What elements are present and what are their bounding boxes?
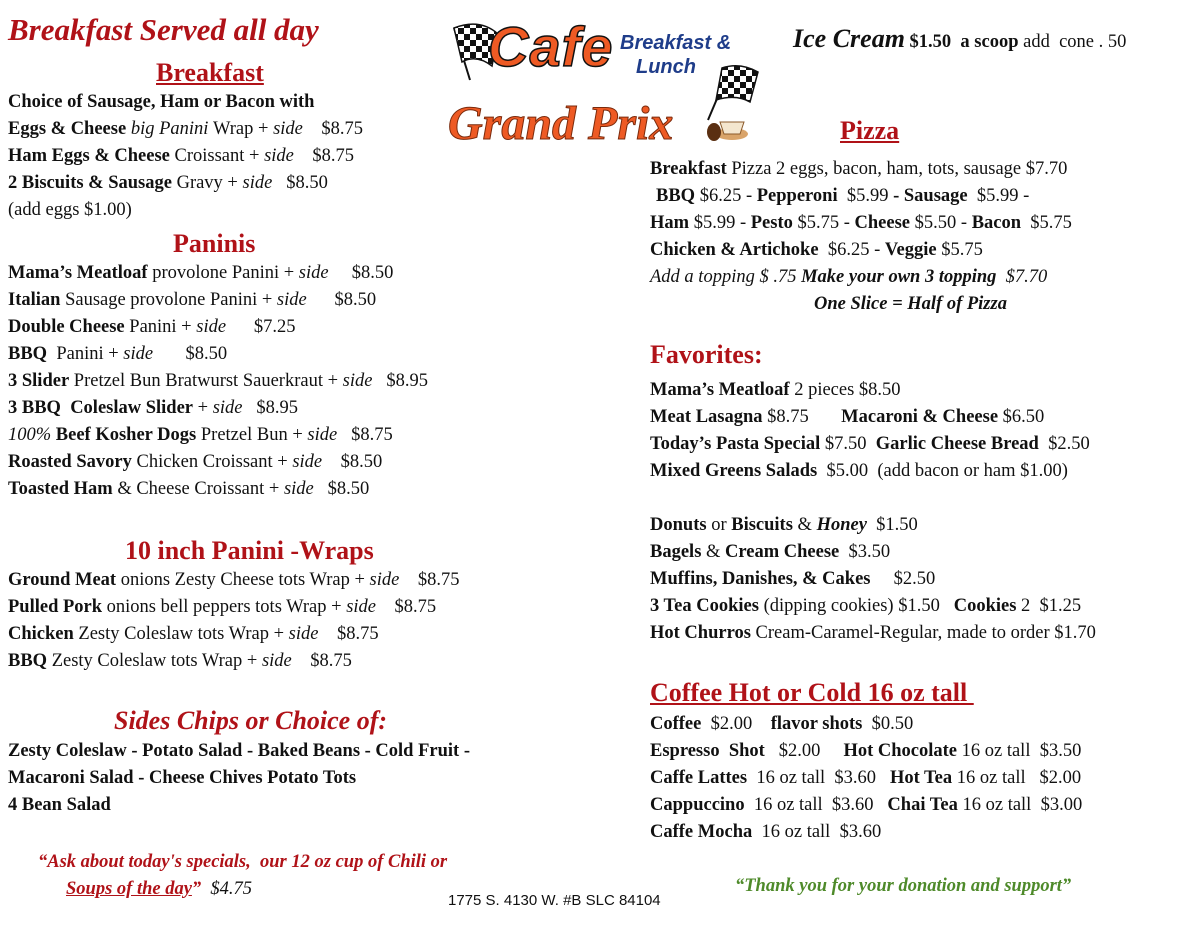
served-all-day-heading: Breakfast Served all day (8, 12, 319, 47)
coffee-line-5: Caffe Mocha 16 oz tall $3.60 (650, 822, 882, 842)
favorites-section (650, 377, 1096, 647)
panini-item: 3 Slider Pretzel Bun Bratwurst Sauerkraut + side $8.95 (8, 371, 428, 391)
panini-item: BBQ Panini + side $8.50 (8, 344, 228, 364)
donut-icon (707, 123, 721, 141)
ice-cream-title: Ice Cream (793, 24, 905, 53)
pizza-section (650, 156, 1072, 318)
coffee-cup-icon (720, 122, 744, 134)
panini-item: Roasted Savory Chicken Croissant + side $8.50 (8, 452, 383, 472)
breakfast-line-5: (add eggs $1.00) (8, 200, 132, 220)
favorites-line-5: Donuts or Biscuits & Honey $1.50 (650, 515, 918, 535)
wraps-title: 10 inch Panini -Wraps (125, 536, 374, 565)
logo-breakfast-text: Breakfast & (620, 32, 732, 54)
pizza-title: Pizza (840, 116, 900, 145)
breakfast-line-4: 2 Biscuits & Sausage Gravy + side $8.50 (8, 173, 328, 193)
favorites-line-9: Hot Churros Cream-Caramel-Regular, made to order $1.70 (650, 623, 1096, 643)
paninis-title: Paninis (173, 229, 256, 258)
coffee-line-1: Coffee $2.00 flavor shots $0.50 (650, 714, 914, 734)
sides-title: Sides Chips or Choice of: (114, 706, 388, 735)
favorites-line-2: Meat Lasagna $8.75 Macaroni & Cheese $6.50 (650, 407, 1045, 427)
logo-lunch-text: Lunch (636, 56, 696, 78)
favorites-line-8: 3 Tea Cookies (dipping cookies) $1.50 Cookies 2 $1.25 (650, 596, 1082, 616)
address: 1775 S. 4130 W. #B SLC 84104 (448, 892, 661, 909)
coffee-section (650, 711, 1082, 846)
thank-you-note: “Thank you for your donation and support” (735, 876, 1072, 896)
ice-cream-cone: add cone . 50 (1018, 32, 1127, 52)
coffee-line-4: Cappuccino 16 oz tall $3.60 Chai Tea 16 oz tall $3.00 (650, 795, 1083, 815)
favorites-spacer (650, 485, 1096, 512)
coffee-title: Coffee Hot or Cold 16 oz tall (650, 678, 974, 707)
wraps-list (8, 567, 459, 675)
ice-cream-price: $1.50 a scoop (909, 32, 1019, 52)
ice-cream-line (793, 24, 1126, 54)
panini-item: 3 BBQ Coleslaw Slider + side $8.95 (8, 398, 299, 418)
cafe-grand-prix-logo (440, 10, 760, 150)
favorites-line-6: Bagels & Cream Cheese $3.50 (650, 542, 891, 562)
coffee-line-3: Caffe Lattes 16 oz tall $3.60 Hot Tea 16 oz tall $2.00 (650, 768, 1082, 788)
pizza-line-5: Add a topping $ .75 Make your own 3 topping $7.70 (650, 267, 1048, 287)
logo-grand-prix-text: Grand Prix (448, 97, 674, 150)
sides-line-1: Zesty Coleslaw - Potato Salad - Baked Beans - Cold Fruit - (8, 741, 470, 761)
favorites-line-3: Today’s Pasta Special $7.50 Garlic Cheese Bread $2.50 (650, 434, 1090, 454)
wrap-item: Chicken Zesty Coleslaw tots Wrap + side $8.75 (8, 624, 379, 644)
coffee-line-2: Espresso Shot $2.00 Hot Chocolate 16 oz tall $3.50 (650, 741, 1082, 761)
sides-line-2: Macaroni Salad - Cheese Chives Potato Tots (8, 768, 357, 788)
breakfast-line-3: Ham Eggs & Cheese Croissant + side $8.75 (8, 146, 354, 166)
sides-list (8, 738, 470, 819)
favorites-line-4: Mixed Greens Salads $5.00 (add bacon or ham $1.00) (650, 461, 1068, 481)
wrap-item: BBQ Zesty Coleslaw tots Wrap + side $8.75 (8, 651, 352, 671)
pizza-line-3: Ham $5.99 - Pesto $5.75 - Cheese $5.50 - Bacon $5.75 (650, 213, 1072, 233)
panini-item: 100% Beef Kosher Dogs Pretzel Bun + side $8.75 (8, 425, 393, 445)
pizza-line-4: Chicken & Artichoke $6.25 - Veggie $5.75 (650, 240, 983, 260)
breakfast-line-1: Choice of Sausage, Ham or Bacon with (8, 92, 315, 112)
wrap-item: Pulled Pork onions bell peppers tots Wrap + side $8.75 (8, 597, 437, 617)
breakfast-line-2: Eggs & Cheese big Panini Wrap + side $8.75 (8, 119, 364, 139)
pizza-line-1: Breakfast Pizza 2 eggs, bacon, ham, tots, sausage $7.70 (650, 159, 1068, 179)
right-checkered-flag-icon (716, 66, 758, 102)
pizza-line-2: BBQ $6.25 - Pepperoni $5.99 - Sausage $5.99 - (656, 186, 1030, 206)
favorites-title: Favorites: (650, 340, 763, 369)
panini-item: Toasted Ham & Cheese Croissant + side $8.50 (8, 479, 370, 499)
panini-item: Mama’s Meatloaf provolone Panini + side $8.50 (8, 263, 394, 283)
breakfast-section (8, 89, 363, 224)
favorites-line-1: Mama’s Meatloaf 2 pieces $8.50 (650, 380, 901, 400)
specials-note (38, 849, 447, 903)
specials-line-1: “Ask about today's specials, our 12 oz cup of Chili or (38, 852, 448, 872)
panini-item: Italian Sausage provolone Panini + side $8.50 (8, 290, 377, 310)
pizza-line-6: One Slice = Half of Pizza (814, 294, 1007, 314)
specials-line-2: Soups of the day” $4.75 (66, 879, 253, 899)
logo-cafe-text: Cafe (488, 15, 614, 78)
favorites-line-7: Muffins, Danishes, & Cakes $2.50 (650, 569, 936, 589)
panini-item: Double Cheese Panini + side $7.25 (8, 317, 296, 337)
breakfast-title: Breakfast (156, 58, 264, 87)
sides-line-3: 4 Bean Salad (8, 795, 111, 815)
wrap-item: Ground Meat onions Zesty Cheese tots Wrap + side $8.75 (8, 570, 460, 590)
paninis-list (8, 260, 428, 503)
